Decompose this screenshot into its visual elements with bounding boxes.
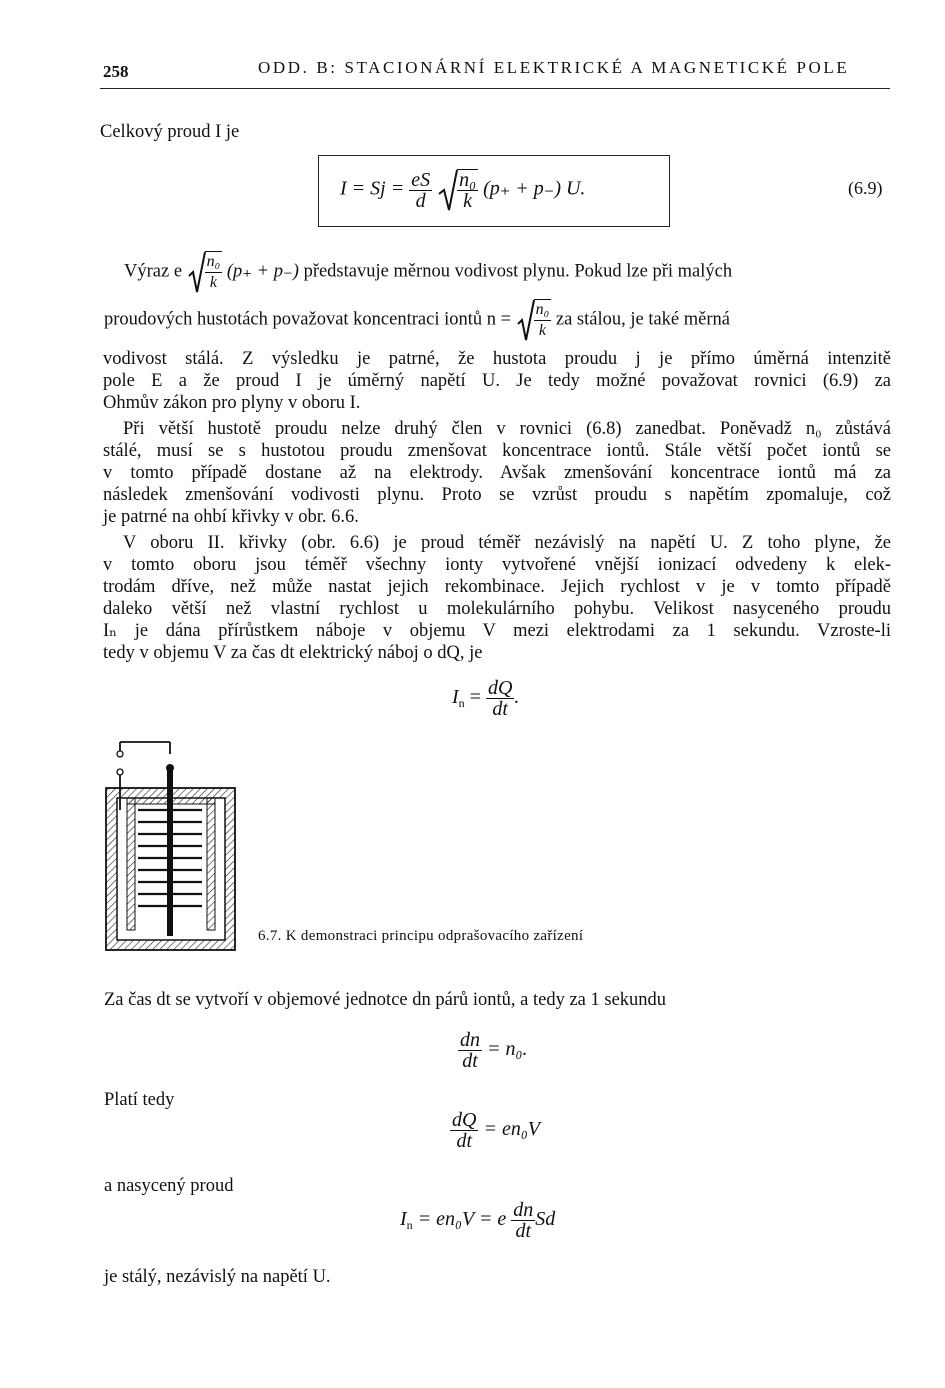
eq-dq-den: dt bbox=[456, 1130, 472, 1152]
vyraz-end: představuje měrnou vodivost plynu. Pokud lze při malých bbox=[303, 261, 733, 282]
proud-start: proudových hustotách považovat koncentraci iontů n = bbox=[104, 309, 512, 330]
proud-root-den: k bbox=[538, 322, 546, 339]
eq-dn-rhs: = n₀. bbox=[487, 1038, 528, 1061]
proud-root-num: n₀ bbox=[534, 300, 552, 321]
eq-dq-num: dQ bbox=[452, 1109, 477, 1131]
line-proudovych bbox=[104, 298, 730, 342]
equation-number: (6.9) bbox=[848, 178, 883, 198]
sqrt-sign-icon bbox=[437, 168, 459, 212]
text-last-line: je stálý, nezávislý na napětí U. bbox=[104, 1267, 331, 1287]
equation-final bbox=[400, 1200, 555, 1241]
para2-line: následek zmenšování vodivosti plynu. Proto se vzrůst proudu s napětím zpomaluje, což bbox=[103, 485, 891, 505]
eq69-lhs: I = Sj = bbox=[340, 177, 405, 200]
eq-final-num: dn bbox=[513, 1199, 534, 1221]
vyraz-root-den: k bbox=[209, 274, 217, 291]
eq-in-eq: = bbox=[469, 686, 481, 709]
para1-line: pole E a že proud I je úměrný napětí U. Je tedy možné považovat rovnici (6.9) za bbox=[103, 371, 891, 391]
eq-final-mid: = en₀V = e bbox=[417, 1208, 507, 1231]
sqrt-sign-icon bbox=[187, 250, 207, 294]
eq-dn-frac bbox=[458, 1030, 482, 1071]
eq-in-end: . bbox=[514, 686, 520, 709]
eq-in-sub: n bbox=[458, 696, 465, 711]
figure-6-7-diagram bbox=[100, 740, 245, 955]
vyraz-root bbox=[205, 251, 223, 293]
header-rule bbox=[100, 88, 890, 89]
eq69-fraction bbox=[409, 170, 432, 211]
eq-final-end: Sd bbox=[535, 1208, 556, 1231]
para3-line: v tomto oboru jsou téměř všechny ionty vytvořené vnější ionizací odvedeny k elek- bbox=[103, 555, 891, 575]
para2-line: je patrné na ohbí křivky v obr. 6.6. bbox=[103, 507, 359, 527]
figure-caption: 6.7. K demonstraci principu odprašovacího zařízení bbox=[258, 928, 584, 944]
para3-line: V oboru II. křivky (obr. 6.6) je proud téměř nezávislý na napětí U. Z toho plyne, že bbox=[123, 533, 891, 553]
eq-final-frac bbox=[511, 1200, 535, 1241]
para3-line: tedy v objemu V za čas dt elektrický náboj o dQ, je bbox=[103, 643, 483, 663]
eq-in-lhs: I bbox=[452, 686, 459, 709]
paragraph-1 bbox=[103, 348, 891, 414]
running-header: ODD. B: STACIONÁRNÍ ELEKTRICKÉ A MAGNETICKÉ POLE bbox=[258, 58, 850, 77]
eq-dq-rhs: = en₀V bbox=[483, 1118, 540, 1141]
para2-line: Při větší hustotě proudu nelze druhý člen v rovnici (6.8) zanedbat. Poněvadž n₀ zůstává bbox=[123, 419, 891, 439]
para3-line: Iₙ je dána přírůstkem náboje v objemu V mezi elektrodami za 1 sekundu. Vzroste-li bbox=[103, 621, 891, 641]
paragraph-2 bbox=[103, 418, 891, 528]
equation-In bbox=[452, 678, 519, 719]
sqrt-sign-icon bbox=[516, 298, 536, 342]
equation-dn-dt bbox=[458, 1030, 527, 1071]
para2-line: v tomto případě dostane až na elektrody. Avšak zmenšování koncentrace iontů má za bbox=[103, 463, 891, 483]
vyraz-mid: (p₊ + p₋) bbox=[226, 261, 299, 282]
eq-in-num: dQ bbox=[487, 677, 513, 699]
eq69-root-den: k bbox=[463, 190, 473, 212]
eq69-frac-den: d bbox=[415, 189, 426, 212]
vyraz-start: Výraz e bbox=[124, 261, 183, 282]
equation-6-9 bbox=[340, 168, 585, 212]
equation-dQ-dt bbox=[450, 1110, 540, 1151]
para3-line: trodám dříve, než může nastat jejich rekombinace. Jejich rychlost v je v tomto případě bbox=[103, 577, 891, 597]
eq69-root-num: n₀ bbox=[459, 169, 477, 191]
eq-dq-frac bbox=[450, 1110, 478, 1151]
page-number: 258 bbox=[103, 62, 129, 81]
proud-root bbox=[534, 299, 552, 341]
eq69-root bbox=[457, 169, 478, 211]
text-nasyceny-proud: a nasycený proud bbox=[104, 1176, 234, 1196]
para3-line: daleko větší než vlastní rychlost u molekulárního pohybu. Velikost nasyceného proudu bbox=[103, 599, 891, 619]
vyraz-root-num: n₀ bbox=[205, 252, 223, 273]
eq-in-den: dt bbox=[492, 698, 508, 720]
eq69-rest: (p₊ + p₋) U. bbox=[483, 177, 586, 200]
paragraph-3 bbox=[103, 532, 891, 664]
eq-in-frac bbox=[486, 678, 514, 719]
eq-final-den: dt bbox=[515, 1220, 532, 1242]
eq-dn-den: dt bbox=[462, 1050, 478, 1072]
text-plati-tedy: Platí tedy bbox=[104, 1090, 175, 1110]
text-za-cas: Za čas dt se vytvoří v objemové jednotce dn párů iontů, a tedy za 1 sekundu bbox=[104, 990, 667, 1010]
eq-final-lhs: I bbox=[400, 1208, 407, 1231]
para1-line: vodivost stálá. Z výsledku je patrné, že hustota proudu j je přímo úměrná intenzitě bbox=[103, 349, 891, 369]
eq69-frac-num: eS bbox=[411, 168, 431, 191]
para1-line: Ohmův zákon pro plyny v oboru I. bbox=[103, 393, 361, 413]
line-vyraz bbox=[124, 250, 732, 294]
proud-end: za stálou, je také měrná bbox=[555, 309, 730, 330]
eq-dn-num: dn bbox=[460, 1029, 480, 1051]
eq-final-sub: n bbox=[406, 1218, 413, 1233]
intro-text: Celkový proud I je bbox=[100, 122, 240, 142]
para2-line: stálé, musí se s hustotou proudu zmenšovat koncentrace iontů. Stále větší počet iontů se bbox=[103, 441, 891, 461]
